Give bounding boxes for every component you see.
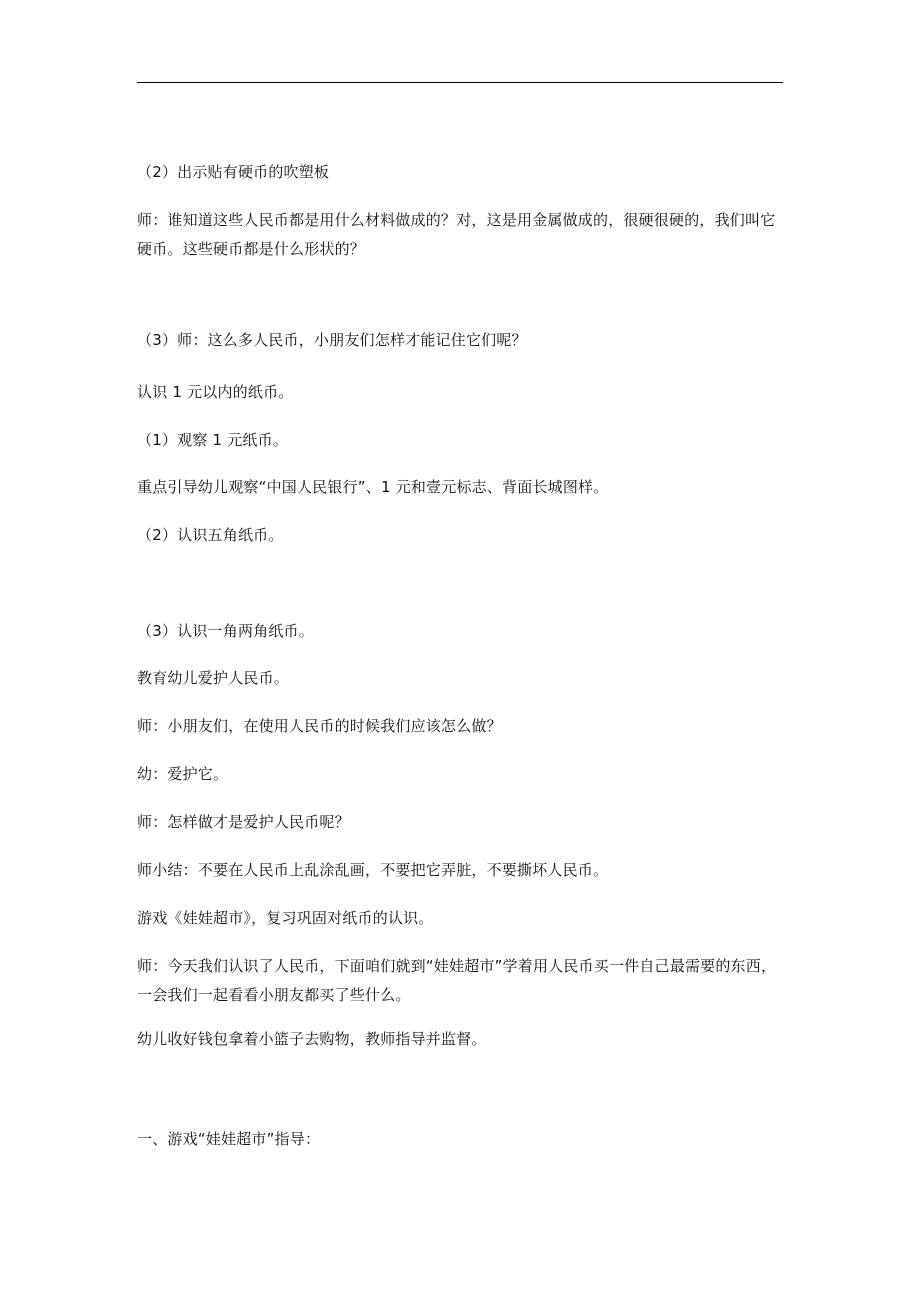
paragraph-step-3-remember: （3）师：这么多人民币，小朋友们怎样才能记住它们呢？	[137, 331, 527, 349]
paragraph-child-answer: 幼：爱护它。	[137, 765, 229, 783]
paragraph-children-shopping: 幼儿收好钱包拿着小篮子去购物，教师指导并监督。	[137, 1030, 487, 1048]
paragraph-step-2-show-board: （2）出示贴有硬币的吹塑板	[137, 163, 330, 181]
paragraph-care-money: 教育幼儿爱护人民币。	[137, 669, 290, 687]
paragraph-game-intro: 游戏《娃娃超市》，复习巩固对纸币的认识。	[137, 909, 434, 927]
paragraph-one-two-jiao: （3）认识一角两角纸币。	[137, 622, 314, 640]
header-rule	[137, 82, 783, 83]
paragraph-recognize-paper-money: 认识 1 元以内的纸币。	[137, 383, 294, 401]
paragraph-observe-one-yuan: （1）观察 1 元纸币。	[137, 431, 289, 449]
paragraph-teacher-question-coins: 师：谁知道这些人民币都是用什么材料做成的？对，这是用金属做成的，很硬很硬的，我们叫它硬币。这些硬币都是什么形状的？	[137, 211, 776, 258]
paragraph-five-jiao: （2）认识五角纸币。	[137, 526, 284, 544]
paragraph-teacher-supermarket: 师：今天我们认识了人民币，下面咱们就到“娃娃超市”学着用人民币买一件自己最需要的东西，一会我们一起看看小朋友都买了些什么。	[137, 957, 777, 1004]
section-heading-game-guidance: 一、游戏“娃娃超市”指导：	[137, 1130, 321, 1148]
paragraph-teacher-how-to-care: 师：怎样做才是爱护人民币呢？	[137, 813, 350, 831]
paragraph-teacher-how-to-use: 师：小朋友们，在使用人民币的时候我们应该怎么做？	[137, 717, 502, 735]
paragraph-guide-observe: 重点引导幼儿观察“中国人民银行”、1 元和壹元标志、背面长城图样。	[137, 478, 609, 496]
paragraph-teacher-summary: 师小结：不要在人民币上乱涂乱画，不要把它弄脏，不要撕坏人民币。	[137, 861, 609, 879]
